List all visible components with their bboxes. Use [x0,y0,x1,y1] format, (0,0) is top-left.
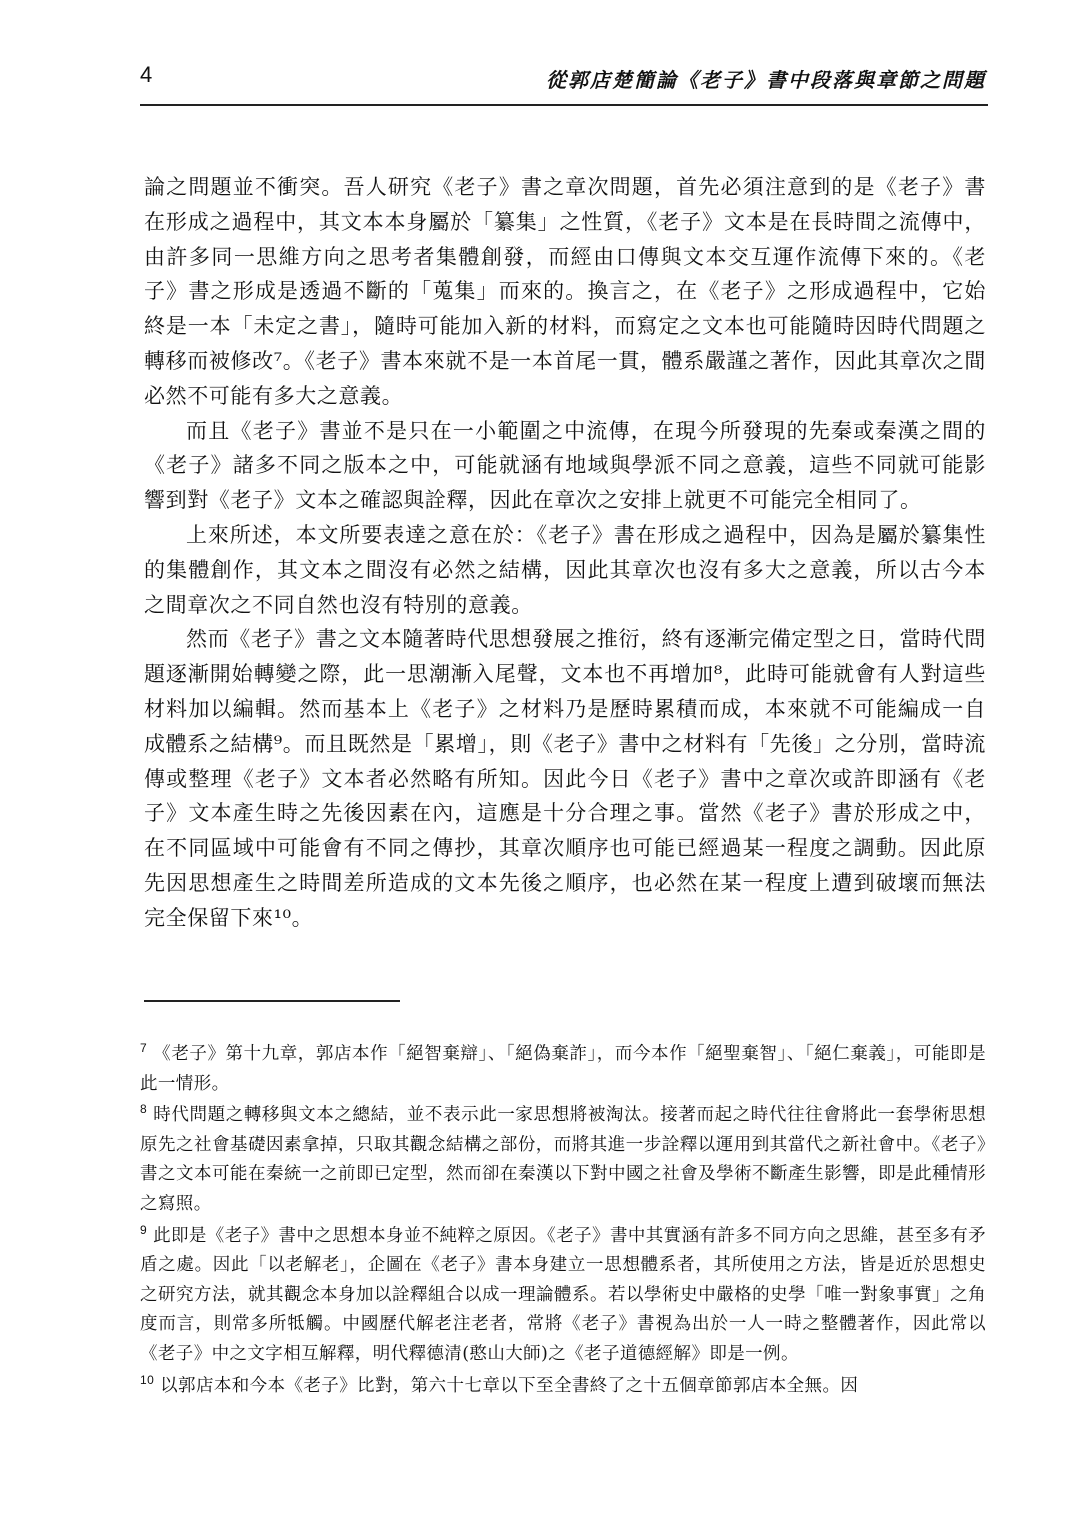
paragraph-continued: 論之問題並不衝突。吾人研究《老子》書之章次問題，首先必須注意到的是《老子》書在形成之過程中，其文本本身屬於「纂集」之性質，《老子》文本是在長時間之流傳中，由許多同一思維方向之思考者集體創發，而經由口傳與文本交互運作流傳下來的。《老子》書之形成是透過不斷的「蒐集」而來的。換言之，在《老子》之形成過程中，它始終是一本「未定之書」，隨時可能加入新的材料，而寫定之文本也可能隨時因時代問題之轉移而被修改⁷。《老子》書本來就不是一本首尾一貫，體系嚴謹之著作，因此其章次之間必然不可能有多大之意義。 [144,175,986,408]
footnote-text: 以郭店本和今本《老子》比對，第六十七章以下至全書終了之十五個章節郭店本全無。因 [160,1375,859,1396]
main-text [144,170,986,936]
footnote-text: 此即是《老子》書中之思想本身並不純粹之原因。《老子》書中其實涵有許多不同方向之思維，甚至多有矛盾之處。因此「以老解老」，企圖在《老子》書本身建立一思想體系者，其所使用之方法，皆是近於思想史之研究方法，就其觀念本身加以詮釋組合以成一理論體系。若以學術史中嚴格的史學「唯一對象事實」之角度而言，則常多所牴觸。中國歷代解老注老者，常將《老子》書視為出於一人一時之整體著作，因此常以《老子》中之文字相互解釋，明代釋德清(憨山大師)之《老子道德經解》即是一例。 [140,1225,986,1364]
footnote [140,1372,986,1402]
footnote-mark: 9 [140,1222,148,1237]
running-header [140,60,988,106]
paragraph: 上來所述，本文所要表達之意在於：《老子》書在形成之過程中，因為是屬於纂集性的集體創作，其文本之間沒有必然之結構，因此其章次也沒有多大之意義，所以古今本之間章次之不同自然也沒有特別的意義。 [144,522,986,617]
running-title: 從郭店楚簡論《老子》書中段落與章節之問題 [546,68,986,92]
footnote-mark: 8 [140,1102,148,1117]
paragraph: 而且《老子》書並不是只在一小範圍之中流傳，在現今所發現的先秦或秦漢之間的《老子》諸多不同之版本之中，可能就涵有地域與學派不同之意義，這些不同就可能影響到對《老子》文本之確認與詮釋，因此在章次之安排上就更不可能完全相同了。 [144,418,986,513]
footnote [140,1101,986,1219]
footnote-divider [144,1000,400,1002]
footnote [140,1222,986,1370]
page-number: 4 [140,62,153,87]
footnote-text: 時代問題之轉移與文本之總結，並不表示此一家思想將被淘汰。接著而起之時代往往會將此一套學術思想原先之社會基礎因素拿掉，只取其觀念結構之部份，而將其進一步詮釋以運用到其當代之新社會中。《老子》書之文本可能在秦統一之前即已定型，然而卻在秦漢以下對中國之社會及學術不斷產生影響，即是此種情形之寫照。 [140,1105,986,1214]
footnote-mark: 10 [140,1372,155,1387]
footnotes [140,1040,986,1403]
footnote [140,1040,986,1099]
footnote-mark: 7 [140,1041,148,1056]
paragraph: 然而《老子》書之文本隨著時代思想發展之推衍，終有逐漸完備定型之日，當時代問題逐漸開始轉變之際，此一思潮漸入尾聲，文本也不再增加⁸，此時可能就會有人對這些材料加以編輯。然而基本上《老子》之材料乃是歷時累積而成，本來就不可能編成一自成體系之結構⁹。而且既然是「累增」，則《老子》書中之材料有「先後」之分別，當時流傳或整理《老子》文本者必然略有所知。因此今日《老子》書中之章次或許即涵有《老子》文本產生時之先後因素在內，這應是十分合理之事。當然《老子》書於形成之中，在不同區域中可能會有不同之傳抄，其章次順序也可能已經過某一程度之調動。因此原先因思想產生之時間差所造成的文本先後之順序，也必然在某一程度上遭到破壞而無法完全保留下來¹⁰。 [144,627,986,930]
footnote-text: 《老子》第十九章，郭店本作「絕智棄辯」、「絕偽棄詐」，而今本作「絕聖棄智」、「絕仁棄義」，可能即是此一情形。 [140,1044,986,1094]
